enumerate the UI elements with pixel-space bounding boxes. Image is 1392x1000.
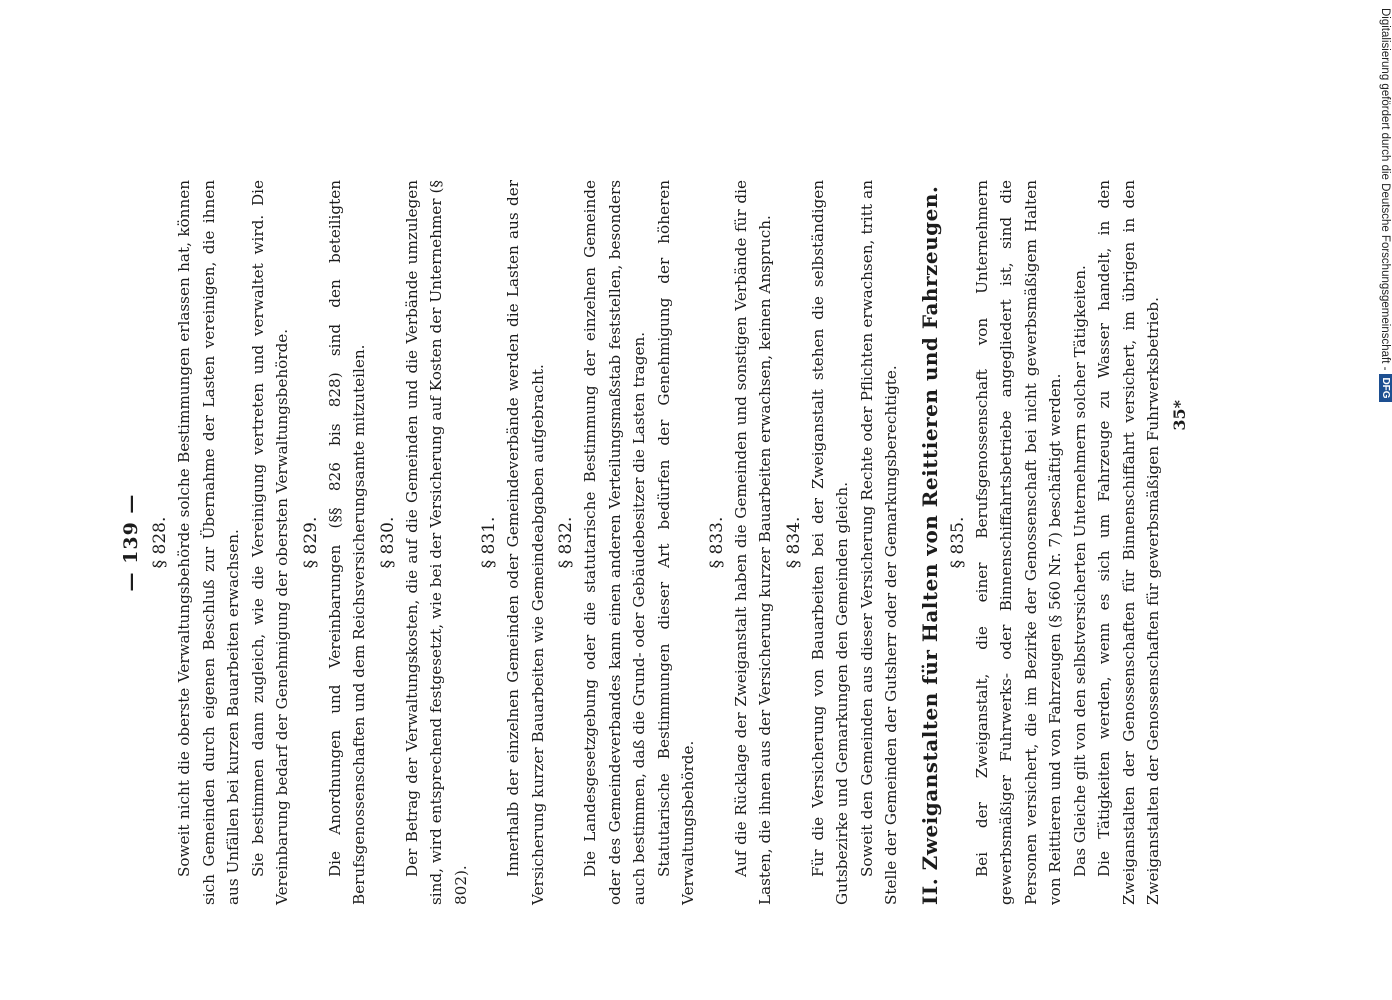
dfg-credit-text: Digitalisierung gefördert durch die Deutsche Forschungsgemeinschaft - xyxy=(1379,8,1392,371)
section-831 xyxy=(479,180,550,905)
paragraph-text: Die Tätigkeiten werden, wenn es sich um Fahrzeuge zu Wasser handelt, in den Zweiganstalten der Genossenschaften für Binnenschiffahrt versichert, im übrigen in den Zweiganstalten der Genossenschaften für gewerbsmäßigen Fuhrwerksbetrieb. xyxy=(1095,180,1162,905)
paragraph-text: Für die Versicherung von Bauarbeiten bei der Zweiganstalt stehen die selbständigen Gutsbezirke und Gemarkungen den Gemeinden gleich. xyxy=(808,180,851,905)
paragraph-text: Soweit den Gemeinden aus dieser Versicherung Rechte oder Pflichten erwachsen, tritt an Stelle der Gemeinden der Gutsherr oder der Gemarkungsberechtigte. xyxy=(857,180,900,905)
paragraph-text: Die Landesgesetzgebung oder die statutarische Bestimmung der einzelnen Gemeinde oder des Gemeindeverbandes kann einen anderen Verteilungsmaßstab feststellen, besonders auch bestimmen, daß die Grund- oder Gebäudebesitzer die Lasten tragen. xyxy=(581,180,648,905)
paragraph-heading: § 833. xyxy=(706,516,727,569)
paragraph-text: Die Anordnungen und Vereinbarungen (§§ 826 bis 828) sind den beteiligten Berufsgenossenschaften und dem Reichsversicherungsamte mitzuteilen. xyxy=(325,180,368,905)
section-830 xyxy=(378,180,474,905)
paragraph-heading: § 828. xyxy=(150,516,170,569)
paragraph-heading: § 831. xyxy=(479,516,499,569)
paragraph-heading: § 834. xyxy=(783,516,804,569)
running-head: — 139 — xyxy=(120,493,142,592)
section-829 xyxy=(301,180,372,905)
section-833 xyxy=(707,180,778,905)
paragraph-text: Innerhalb der einzelnen Gemeinden oder Gemeindeverbände werden die Lasten aus der Versicherung kurzer Bauarbeiten wie Gemeindeabgaben aufgebracht. xyxy=(504,180,547,905)
dfg-logo-icon: DFG xyxy=(1379,374,1392,401)
signature-mark: 35* xyxy=(1169,400,1189,431)
paragraph-heading: § 835. xyxy=(947,516,968,569)
paragraph-heading: § 832. xyxy=(556,516,576,569)
paragraph-text: Auf die Rücklage der Zweiganstalt haben die Gemeinden und sonstigen Verbände für die Lasten, die ihnen aus der Versicherung kurzer Bauarbeiten erwachsen, keinen Anspruch. xyxy=(731,180,774,905)
section-832 xyxy=(556,180,701,905)
dfg-credit xyxy=(1379,8,1392,402)
rotated-page xyxy=(120,180,1250,905)
paragraph-text: Der Betrag der Verwaltungskosten, die auf die Gemeinden und die Verbände umzulegen sind, wird entsprechend festgesetzt, wie bei der Versicherung auf Kosten der Unternehmer (§ 802). xyxy=(402,180,470,905)
chapter-title: II. Zweiganstalten für Halten von Reittieren und Fahrzeugen. xyxy=(917,185,942,905)
section-828 xyxy=(150,180,295,905)
paragraph-text: Das Gleiche gilt von den selbstversicherten Unternehmern solcher Tätigkeiten. xyxy=(1070,265,1089,877)
paragraph-text: Bei der Zweiganstalt, die einer Berufsgenossenschaft von Unternehmern gewerbsmäßiger Fuhrwerks- oder Binnenschiffahrtsbetriebe angegliedert ist, sind die Personen versichert, die im Bezirke der Genossenschaft bei nicht gewerbsmäßigem Halten von Reittieren und von Fahrzeugen (§ 560 Nr. 7) beschäftigt werden. xyxy=(972,180,1064,905)
paragraph-heading: § 829. xyxy=(300,516,321,569)
paragraph-text: Sie bestimmen dann zugleich, wie die Vereinigung vertreten und verwaltet wird. Die Vereinbarung bedarf der Genehmigung der obersten Verwaltungsbehörde. xyxy=(248,180,291,905)
paragraph-text: Soweit nicht die oberste Verwaltungsbehörde solche Bestimmungen erlassen hat, können sich Gemeinden durch eigenen Beschluß zur Übernahme der Lasten vereinigen, die ihnen aus Unfällen bei kurzen Bauarbeiten erwachsen. xyxy=(175,180,242,905)
paragraph-heading: § 830. xyxy=(377,516,398,569)
section-835 xyxy=(948,180,1166,905)
paragraph-text: Statutarische Bestimmungen dieser Art bedürfen der Genehmigung der höheren Verwaltungsbehörde. xyxy=(654,180,697,905)
section-834 xyxy=(784,180,904,905)
